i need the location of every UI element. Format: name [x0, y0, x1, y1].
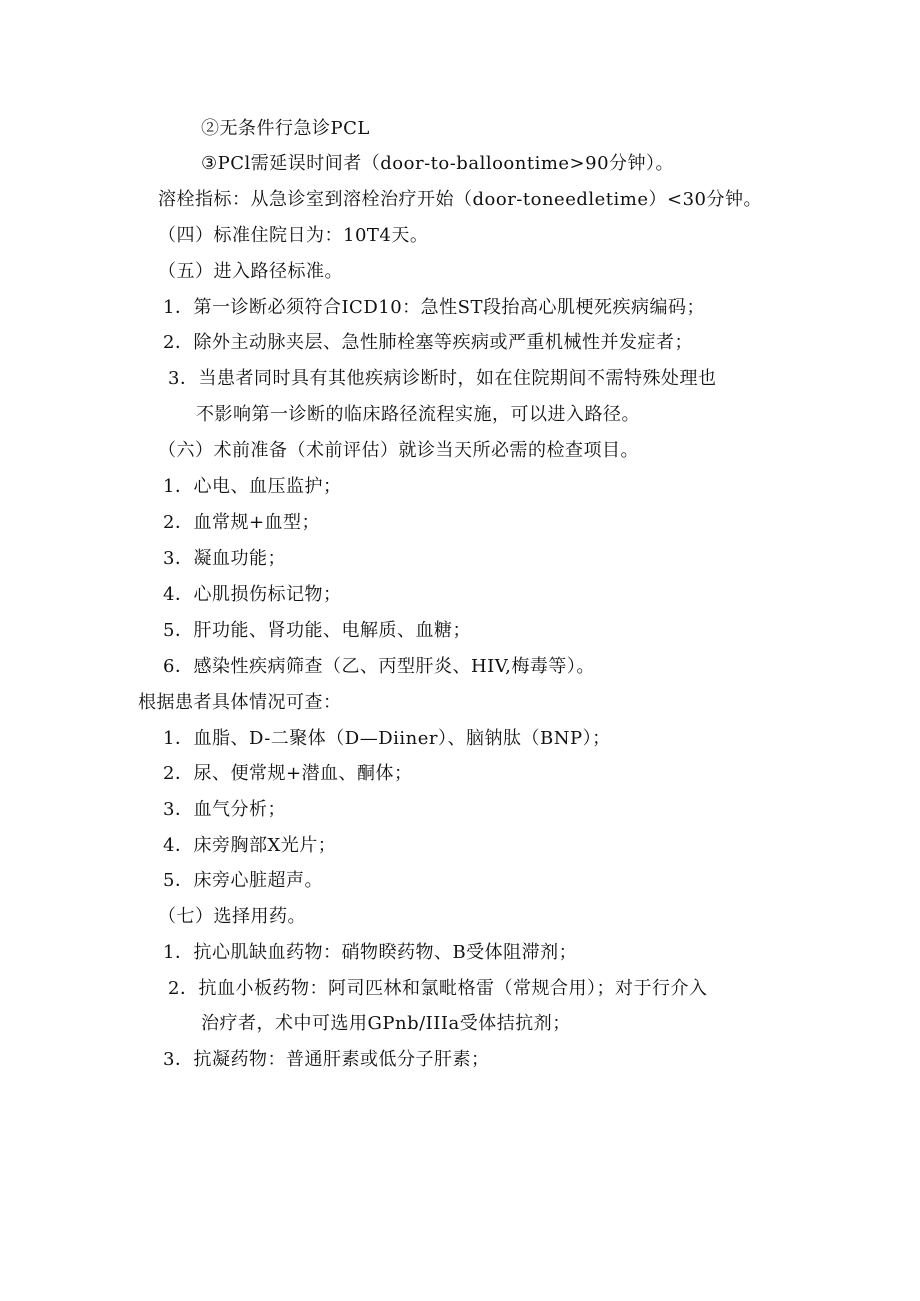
list-item: 2．除外主动脉夹层、急性肺栓塞等疾病或严重机械性并发症者； [163, 332, 693, 353]
list-item: 2．尿、便常规+潜血、酮体； [163, 763, 413, 784]
list-item: 1．心电、血压监护； [163, 476, 342, 497]
list-item: 2．抗血小板药物：阿司匹林和氯毗格雷（常规合用）；对于行介入 [168, 978, 708, 999]
list-item: 3．凝血功能； [163, 548, 286, 569]
list-item: 4．床旁胸部X光片； [163, 835, 337, 856]
list-item: 3．当患者同时具有其他疾病诊断时，如在住院期间不需特殊处理也 [168, 368, 717, 389]
list-item: 1．血脂、D-二聚体（D—Diiner）、脑钠肽（BNP）； [163, 728, 611, 749]
text-line: ③PCl需延误时间者（door-to-balloontime>90分钟）。 [201, 153, 675, 174]
list-item: 5．床旁心脏超声。 [163, 870, 323, 891]
list-item: 5．肝功能、肾功能、电解质、血糖； [163, 620, 471, 641]
list-item: 2．血常规+血型； [163, 512, 321, 533]
list-item: 1．抗心肌缺血药物：硝物睽药物、B受体阻滞剂； [163, 942, 578, 963]
text-line: ②无条件行急诊PCL [201, 118, 370, 139]
section-heading: （四）标准住院日为：10T4天。 [158, 225, 429, 246]
list-item: 3．抗凝药物：普通肝素或低分子肝素； [163, 1049, 490, 1070]
list-item-continuation: 不影响第一诊断的临床路径流程实施，可以进入路径。 [196, 404, 640, 425]
subsection-heading: 根据患者具体情况可查： [138, 692, 342, 713]
list-item-continuation: 治疗者，术中可选用GPnb/IIIa受体拮抗剂； [201, 1013, 571, 1034]
list-item: 3．血气分析； [163, 799, 286, 820]
list-item: 6．感染性疾病筛查（乙、丙型肝炎、HIV,梅毒等）。 [163, 656, 595, 677]
text-line: 溶栓指标：从急诊室到溶栓治疗开始（door-toneedletime）<30分钟。 [158, 189, 762, 210]
section-heading: （五）进入路径标准。 [158, 261, 343, 282]
section-heading: （七）选择用药。 [158, 906, 306, 927]
section-heading: （六）术前准备（术前评估）就诊当天所必需的检查项目。 [158, 440, 639, 461]
list-item: 4．心肌损伤标记物； [163, 584, 342, 605]
list-item: 1．第一诊断必须符合ICD10：急性ST段抬高心肌梗死疾病编码； [163, 297, 706, 318]
